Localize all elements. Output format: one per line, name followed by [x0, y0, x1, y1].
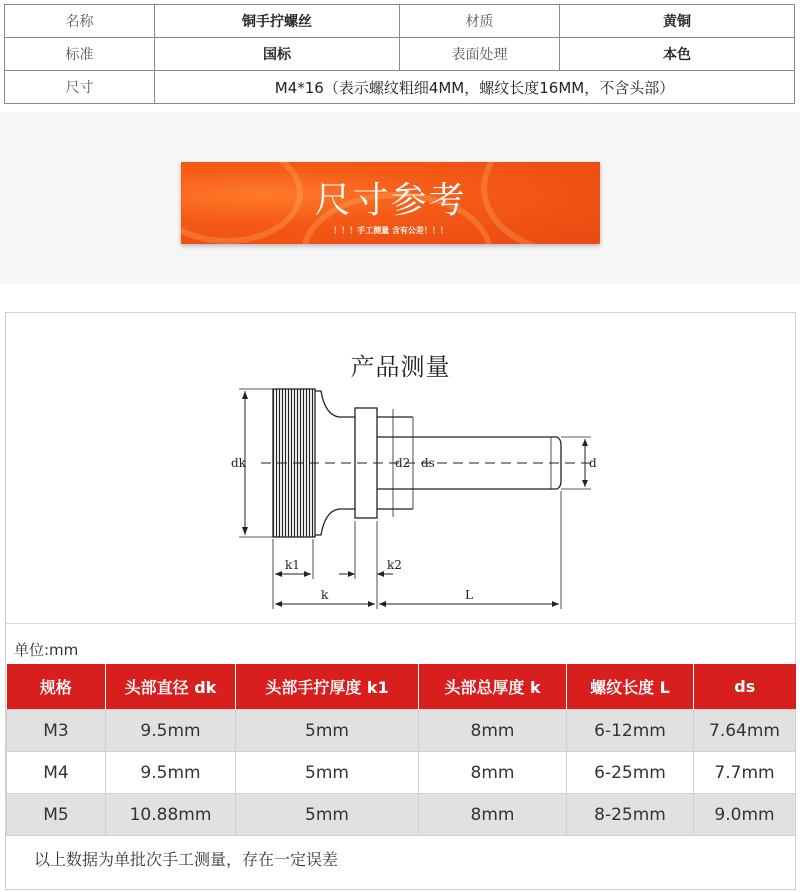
label-k: k — [321, 588, 329, 602]
label-ds: ds — [421, 456, 435, 470]
table-cell: 6-12mm — [567, 710, 694, 752]
spec-table — [4, 4, 795, 104]
banner-title: 尺寸参考 — [314, 180, 467, 221]
banner-subtitle: ！！！手工测量 含有公差！！！ — [333, 226, 448, 235]
table-cell: 5mm — [236, 794, 419, 836]
column-header: 头部总厚度 k — [419, 664, 567, 710]
spec-row — [5, 38, 795, 71]
table-cell: 7.7mm — [694, 752, 796, 794]
column-header: ds — [694, 664, 796, 710]
spec-value: 黄铜 — [560, 5, 795, 38]
label-d2: d2 — [395, 456, 411, 470]
spec-value: M4*16（表示螺纹粗细4MM，螺纹长度16MM，不含头部） — [155, 71, 795, 104]
spec-label: 表面处理 — [400, 38, 560, 71]
label-k1: k1 — [285, 558, 300, 572]
table-cell: 10.88mm — [106, 794, 236, 836]
measurement-section — [5, 312, 796, 890]
table-cell: 8mm — [419, 794, 567, 836]
table-cell: 6-25mm — [567, 752, 694, 794]
spec-value: 国标 — [155, 38, 400, 71]
table-row — [7, 710, 796, 752]
table-cell: M4 — [7, 752, 106, 794]
table-cell: 5mm — [236, 710, 419, 752]
spec-label: 材质 — [400, 5, 560, 38]
spec-row — [5, 5, 795, 38]
table-cell: M5 — [7, 794, 106, 836]
table-cell: 5mm — [236, 752, 419, 794]
spec-label: 尺寸 — [5, 71, 155, 104]
measurement-note: 以上数据为单批次手工测量，存在一定误差 — [34, 850, 339, 869]
spec-label: 标准 — [5, 38, 155, 71]
table-cell: 8mm — [419, 752, 567, 794]
table-header-row — [7, 664, 796, 710]
table-cell: 9.5mm — [106, 710, 236, 752]
column-header: 头部手拧厚度 k1 — [236, 664, 419, 710]
column-header: 螺纹长度 L — [567, 664, 694, 710]
spec-value: 本色 — [560, 38, 795, 71]
table-cell: M3 — [7, 710, 106, 752]
table-row — [7, 794, 796, 836]
table-cell: 9.0mm — [694, 794, 796, 836]
table-cell: 8mm — [419, 710, 567, 752]
column-header: 规格 — [7, 664, 106, 710]
spec-label: 名称 — [5, 5, 155, 38]
banner-section — [0, 112, 800, 284]
label-dk: dk — [231, 456, 246, 470]
label-L: L — [465, 588, 473, 602]
spec-value: 铜手拧螺丝 — [155, 5, 400, 38]
label-d: d — [589, 456, 597, 470]
table-cell: 8-25mm — [567, 794, 694, 836]
measurement-title: 产品测量 — [350, 353, 451, 381]
unit-label: 单位:mm — [14, 641, 79, 659]
divider — [6, 623, 795, 624]
spec-row — [5, 71, 795, 104]
column-header: 头部直径 dk — [106, 664, 236, 710]
screw-diagram — [221, 379, 621, 624]
dimensions-table — [6, 664, 796, 836]
size-reference-banner — [181, 162, 600, 244]
table-cell: 9.5mm — [106, 752, 236, 794]
table-row — [7, 752, 796, 794]
label-k2: k2 — [387, 558, 402, 572]
table-cell: 7.64mm — [694, 710, 796, 752]
